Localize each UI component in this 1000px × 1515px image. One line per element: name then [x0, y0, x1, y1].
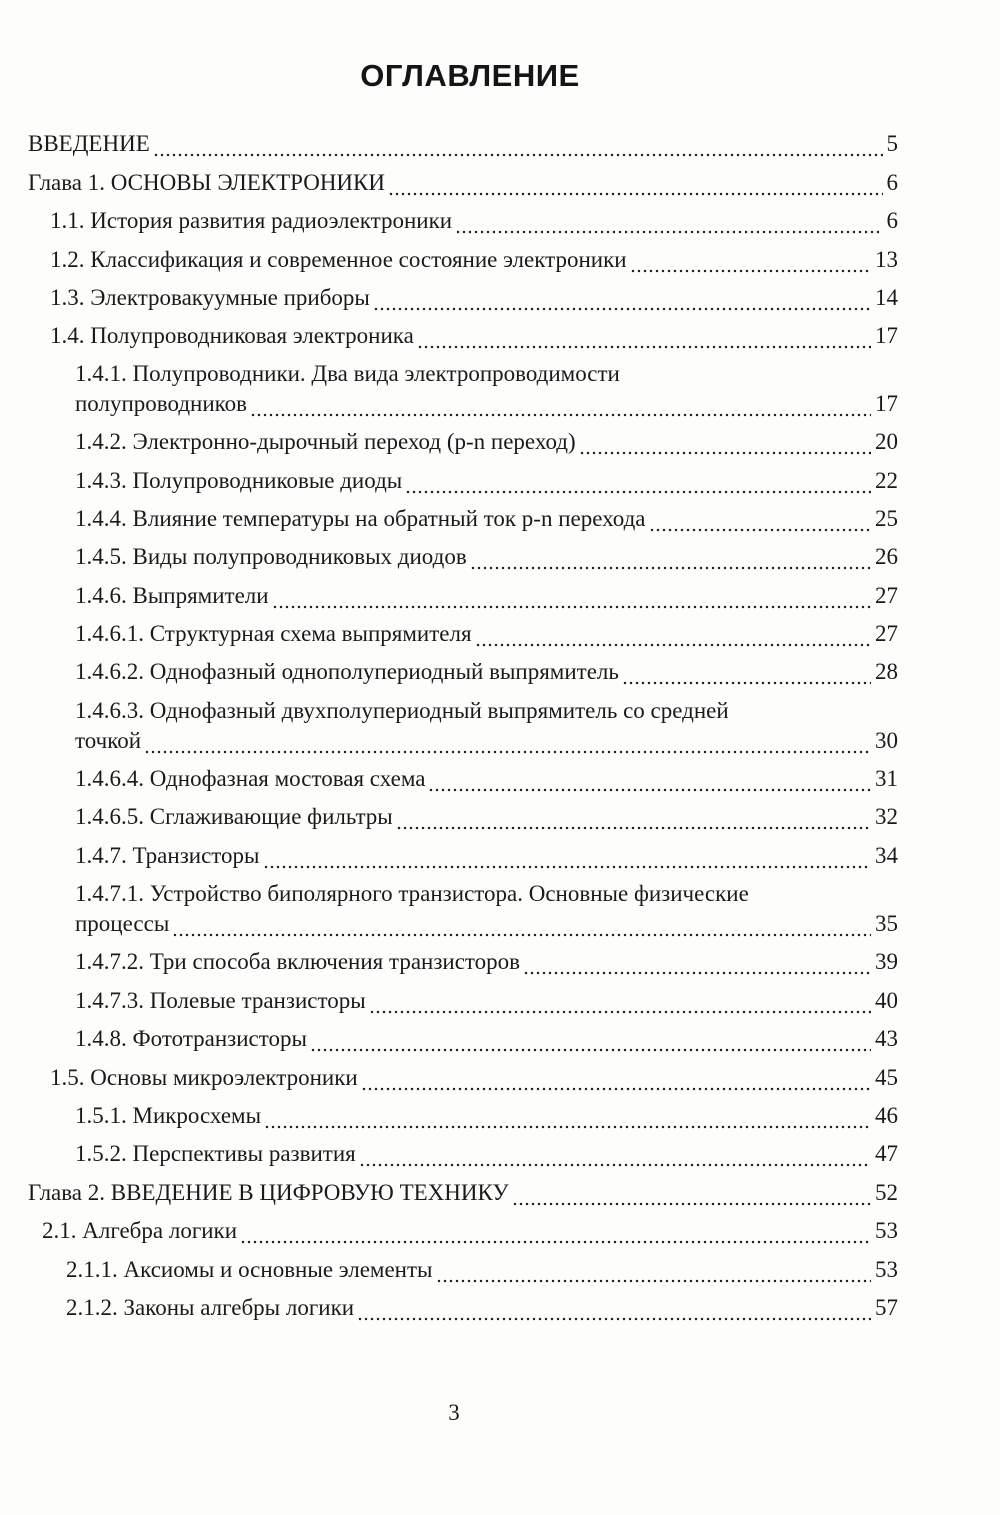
toc-entry-label: 1.4.6.1. Структурная схема выпрямителя: [75, 621, 472, 646]
toc-entry-label: ВВЕДЕНИЕ: [28, 131, 150, 156]
toc-entry-label: 1.4.6.5. Сглаживающие фильтры: [75, 804, 393, 829]
toc-entry-page: 43: [875, 1026, 898, 1051]
toc-entry-page: 22: [875, 468, 898, 493]
dot-leader: [455, 205, 882, 237]
dot-leader: [512, 1177, 871, 1209]
dot-leader: [630, 244, 871, 276]
toc-entry: [50, 320, 898, 352]
toc-entry-page: 30: [875, 728, 898, 753]
toc-entry-label: 2.1.1. Аксиомы и основные элементы: [66, 1257, 433, 1282]
toc-entry: [28, 167, 898, 199]
toc-entry-label: 1.4.7. Транзисторы: [75, 843, 260, 868]
toc-entry-label: 1.4.3. Полупроводниковые диоды: [75, 468, 403, 493]
toc-entry-label: 1.5. Основы микроэлектроники: [50, 1065, 358, 1090]
toc-entry-page: 53: [875, 1257, 898, 1282]
dot-leader: [475, 618, 871, 650]
dot-leader: [649, 503, 871, 535]
toc-entry: [75, 1023, 898, 1055]
toc-entry-label: 1.4.4. Влияние температуры на обратный ток p-n перехода: [75, 506, 646, 531]
toc-entry-page: 46: [875, 1103, 898, 1128]
toc-entry-label: 1.4.6. Выпрямители: [75, 583, 269, 608]
toc-entry-page: 5: [886, 131, 898, 156]
toc-entry: [75, 426, 898, 458]
toc-entry: [75, 801, 898, 833]
toc-entry: [75, 580, 898, 612]
dot-leader: [417, 320, 871, 352]
toc-entry-label: процессы: [75, 911, 170, 936]
page-number: 3: [448, 1400, 460, 1425]
toc-entry-page: 32: [875, 804, 898, 829]
toc-entry: [75, 840, 898, 872]
toc-entry-page: 14: [875, 285, 898, 310]
dot-leader: [172, 908, 871, 940]
toc-entry-page: 28: [875, 659, 898, 684]
toc-entry: [75, 1100, 898, 1132]
dot-leader: [369, 985, 871, 1017]
toc-entry-page: 27: [875, 583, 898, 608]
toc-entry-first-line: 1.4.6.3. Однофазный двухполупериодный выпрямитель со средней: [75, 698, 729, 723]
toc-entry-label: 1.4.5. Виды полупроводниковых диодов: [75, 544, 467, 569]
toc-entry-page: 45: [875, 1065, 898, 1090]
toc-entry: [75, 541, 898, 573]
dot-leader: [436, 1254, 872, 1286]
toc-entry-page: 6: [886, 170, 898, 195]
dot-leader: [272, 580, 871, 612]
toc-entry: [75, 656, 898, 688]
toc-entry: [75, 503, 898, 535]
dot-leader: [264, 1100, 871, 1132]
toc-entry: [75, 908, 898, 940]
toc-entry-label: 1.5.1. Микросхемы: [75, 1103, 262, 1128]
toc-entry-page: 34: [875, 843, 898, 868]
dot-leader: [428, 763, 871, 795]
toc-entry: [28, 128, 898, 160]
toc-entry-page: 20: [875, 429, 898, 454]
dot-leader: [622, 656, 871, 688]
toc-entry-label: 1.3. Электровакуумные приборы: [50, 285, 370, 310]
toc-entry-first-line: 1.4.1. Полупроводники. Два вида электропроводимости: [75, 361, 620, 386]
toc-entry: [75, 985, 898, 1017]
toc-entry: [75, 388, 898, 420]
toc-entry-page: 31: [875, 766, 898, 791]
toc-entry-page: 57: [875, 1295, 898, 1320]
dot-leader: [153, 128, 883, 160]
toc-entry: [75, 725, 898, 757]
toc-entry-page: 39: [875, 949, 898, 974]
toc-entry-label: 1.4.6.4. Однофазная мостовая схема: [75, 766, 426, 791]
toc-entry: [50, 282, 898, 314]
toc-entry: [66, 1292, 898, 1324]
toc-entry-label: полупроводников: [75, 391, 248, 416]
toc-entry-page: 6: [886, 208, 898, 233]
toc-entry-label: 1.2. Классификация и современное состояние электроники: [50, 247, 627, 272]
toc-entry-label: 1.4. Полупроводниковая электроника: [50, 323, 414, 348]
dot-leader: [405, 465, 871, 497]
toc-entry: [75, 465, 898, 497]
toc-entry-label: Глава 1. ОСНОВЫ ЭЛЕКТРОНИКИ: [28, 170, 385, 195]
toc-entry-label: 1.1. История развития радиоэлектроники: [50, 208, 453, 233]
toc-entry-label: 2.1.2. Законы алгебры логики: [66, 1295, 355, 1320]
toc-entry-label: 1.5.2. Перспективы развития: [75, 1141, 356, 1166]
dot-leader: [361, 1062, 871, 1094]
toc-entry-label: Глава 2. ВВЕДЕНИЕ В ЦИФРОВУЮ ТЕХНИКУ: [28, 1180, 509, 1205]
toc-entry-page: 17: [875, 391, 898, 416]
dot-leader: [263, 840, 872, 872]
toc-entry-page: 27: [875, 621, 898, 646]
dot-leader: [240, 1215, 871, 1247]
toc-entry-label: 1.4.6.2. Однофазный однополупериодный выпрямитель: [75, 659, 619, 684]
toc-entry-label: 1.4.7.2. Три способа включения транзисторов: [75, 949, 521, 974]
toc-entry: [50, 205, 898, 237]
toc-entry: [75, 763, 898, 795]
dot-leader: [359, 1138, 871, 1170]
toc-entry: [75, 1138, 898, 1170]
dot-leader: [388, 167, 883, 199]
dot-leader: [357, 1292, 871, 1324]
toc-entry-page: 26: [875, 544, 898, 569]
toc-entry-label: 1.4.2. Электронно-дырочный переход (p-n переход): [75, 429, 576, 454]
dot-leader: [250, 388, 871, 420]
toc-entry-label: точкой: [75, 728, 142, 753]
dot-leader: [523, 946, 871, 978]
toc-entry-first-line: 1.4.7.1. Устройство биполярного транзистора. Основные физические: [75, 881, 749, 906]
dot-leader: [373, 282, 871, 314]
toc-entry-page: 47: [875, 1141, 898, 1166]
toc-entry-page: 35: [875, 911, 898, 936]
toc-entry-page: 25: [875, 506, 898, 531]
toc-entry: [75, 618, 898, 650]
dot-leader: [310, 1023, 871, 1055]
toc-entry: [66, 1254, 898, 1286]
toc-entry: [50, 1062, 898, 1094]
toc-entry: [75, 946, 898, 978]
toc-entry: [42, 1215, 898, 1247]
toc-entry-page: 53: [875, 1218, 898, 1243]
page-title: ОГЛАВЛЕНИЕ: [360, 58, 580, 93]
toc-entry-page: 52: [875, 1180, 898, 1205]
toc-entry-label: 1.4.7.3. Полевые транзисторы: [75, 988, 366, 1013]
toc-entry-page: 13: [875, 247, 898, 272]
toc-entry-label: 2.1. Алгебра логики: [42, 1218, 238, 1243]
dot-leader: [470, 541, 871, 573]
toc-entry-page: 40: [875, 988, 898, 1013]
dot-leader: [579, 426, 871, 458]
toc-entry-label: 1.4.8. Фототранзисторы: [75, 1026, 307, 1051]
toc-entry-page: 17: [875, 323, 898, 348]
toc-entry: [28, 1177, 898, 1209]
dot-leader: [144, 725, 871, 757]
dot-leader: [396, 801, 871, 833]
toc-entry: [50, 244, 898, 276]
